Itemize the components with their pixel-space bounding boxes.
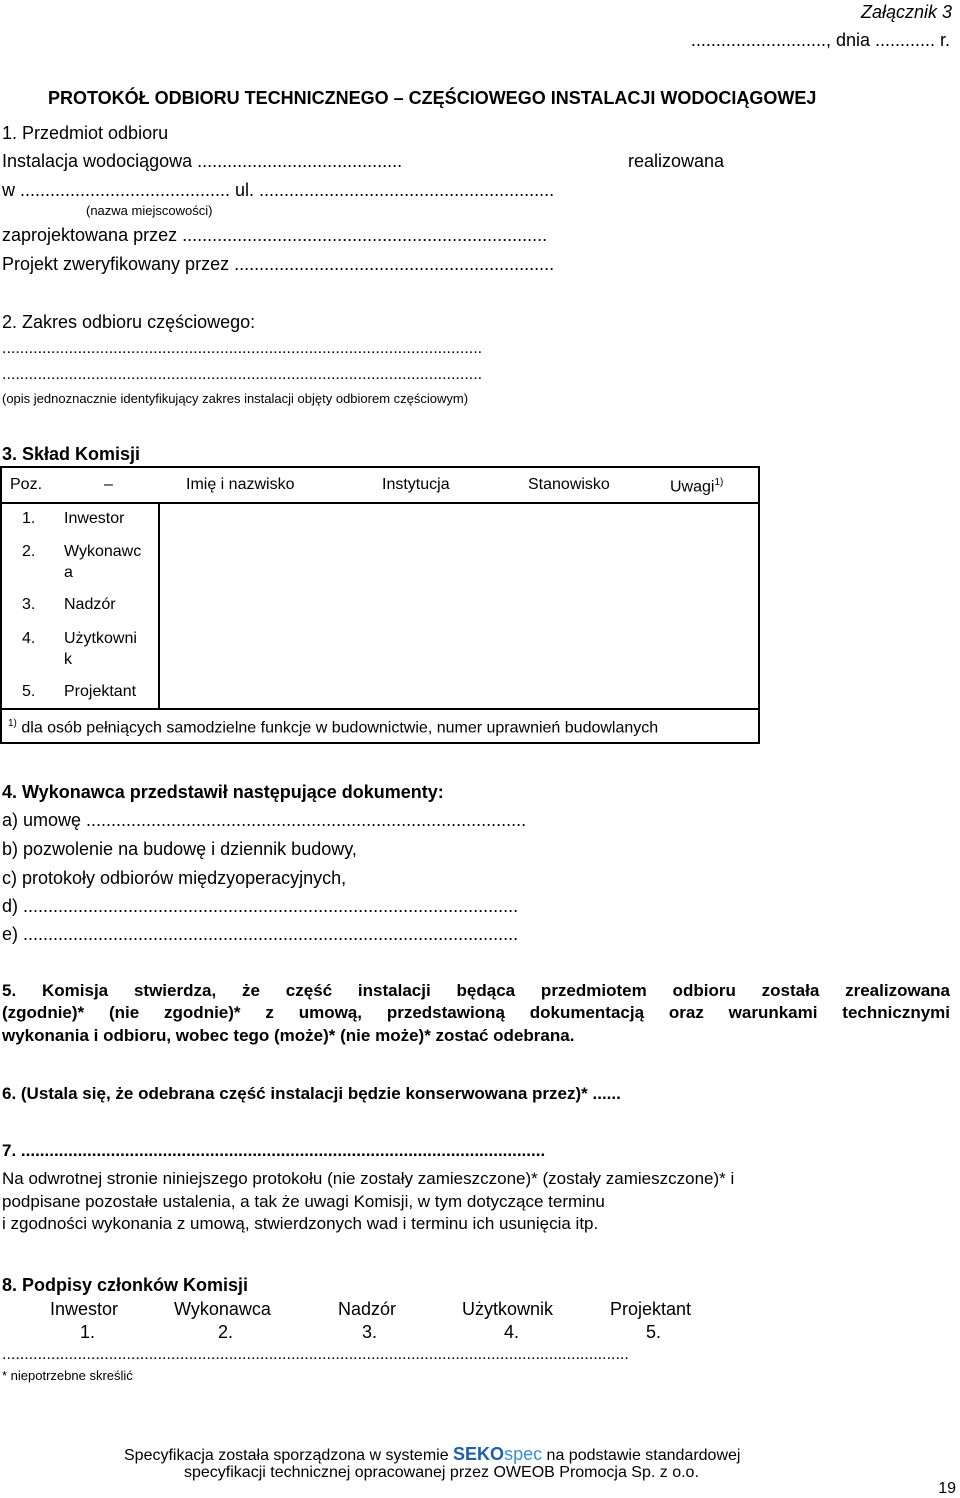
footer-line1-before: Specyfikacja została sporządzona w systemie <box>124 1447 449 1464</box>
row-4-num: 4. <box>22 630 36 647</box>
footer-line1-after: na podstawie standardowej <box>546 1447 741 1464</box>
doc-item-b: b) pozwolenie na budowę i dziennik budowy, <box>2 839 357 859</box>
sign-role-contractor: Wykonawca <box>174 1299 271 1319</box>
attachment-label: Załącznik 3 <box>860 2 952 22</box>
col-remarks-label: Uwagi <box>670 478 715 496</box>
col-remarks-sup: 1) <box>714 477 724 488</box>
sign-role-designer: Projektant <box>610 1299 692 1319</box>
col-institution: Instytucja <box>382 476 450 493</box>
sign-num-2: 2. <box>218 1322 234 1342</box>
page-number: 19 <box>938 1480 956 1497</box>
footnote-sup: 1) <box>8 718 17 729</box>
location-line: w .......................................... ul. ........................................................... <box>2 180 555 200</box>
table-column-divider <box>158 502 160 708</box>
section7-line2: podpisane pozostałe ustalenia, a tak że uwagi Komisji, w tym dotyczące terminu <box>2 1192 605 1211</box>
document-title: PROTOKÓŁ ODBIORU TECHNICZNEGO – CZĘŚCIOWEGO INSTALACJI WODOCIĄGOWEJ <box>48 88 817 108</box>
scope-dots-2: ............................................................................................................ <box>2 366 483 383</box>
section4-heading: 4. Wykonawca przedstawił następujące dokumenty: <box>2 782 444 802</box>
installation-line: Instalacja wodociągowa ......................................... <box>2 151 403 171</box>
sign-num-3: 3. <box>362 1322 378 1342</box>
table-footnote-divider <box>0 708 760 710</box>
col-name: Imię i nazwisko <box>186 476 295 493</box>
sekospec-logo <box>453 1444 542 1464</box>
footer-line2: specyfikacji technicznej opracowanej przez OWEOB Promocja Sp. z o.o. <box>184 1464 699 1481</box>
doc-item-a: a) umowę ........................................................................................ <box>2 810 527 830</box>
section1-heading: 1. Przedmiot odbioru <box>2 123 169 143</box>
table-header-divider <box>0 502 760 504</box>
doc-item-e: e) ................................................................................................... <box>2 924 519 944</box>
col-dash: – <box>104 476 113 493</box>
sekospec-logo-spec: spec <box>504 1444 543 1464</box>
row-1-label: Inwestor <box>64 510 125 527</box>
signature-dots: ............................................................................................................................................. <box>2 1346 629 1363</box>
sign-num-5: 5. <box>646 1322 662 1342</box>
footer-line1 <box>124 1444 740 1465</box>
col-remarks <box>670 477 723 496</box>
section5-line2: (zgodnie)* (nie zgodnie)* z umową, przedstawioną dokumentacją oraz warunkami technicznymi <box>2 1003 950 1022</box>
section7-line1: Na odwrotnej stronie niniejszego protokołu (nie zostały zamieszczone)* (zostały zamieszczone)* i <box>2 1169 735 1188</box>
section7-line3: i zgodności wykonania z umową, stwierdzonych wad i terminu ich usunięcia itp. <box>2 1214 599 1233</box>
row-4-label: Użytkowni <box>64 630 137 647</box>
verifier-line: Projekt zweryfikowany przez ................................................................ <box>2 254 555 274</box>
row-3-num: 3. <box>22 596 36 613</box>
row-2-label: Wykonawc <box>64 543 142 560</box>
footnote-text: dla osób pełniących samodzielne funkcje w budownictwie, numer uprawnień budowlanych <box>21 719 659 737</box>
section2-heading: 2. Zakres odbioru częściowego: <box>2 312 256 332</box>
date-line: ..........................., dnia ............ r. <box>690 30 950 50</box>
doc-item-c: c) protokoły odbiorów międzyoperacyjnych, <box>2 868 347 888</box>
sign-num-1: 1. <box>80 1322 96 1342</box>
col-poz: Poz. <box>10 476 43 493</box>
scope-dots-1: ............................................................................................................ <box>2 340 483 357</box>
row-4-label-cont: k <box>64 651 72 668</box>
footnote-strike: * niepotrzebne skreślić <box>2 1368 133 1383</box>
sign-num-4: 4. <box>504 1322 520 1342</box>
sign-role-supervisor: Nadzór <box>338 1299 397 1319</box>
row-1-num: 1. <box>22 510 36 527</box>
designer-line: zaprojektowana przez ......................................................................... <box>2 225 548 245</box>
sign-role-investor: Inwestor <box>50 1299 119 1319</box>
row-5-label: Projektant <box>64 683 137 700</box>
row-2-label-cont: a <box>64 564 73 581</box>
section5-line3: wykonania i odbioru, wobec tego (może)* (nie może)* zostać odebrana. <box>2 1026 575 1045</box>
col-position: Stanowisko <box>528 476 610 493</box>
realizowana-label: realizowana <box>628 151 725 171</box>
row-2-num: 2. <box>22 543 36 560</box>
table-footnote <box>8 718 658 737</box>
section8-heading: 8. Podpisy członków Komisji <box>2 1275 249 1295</box>
row-5-num: 5. <box>22 683 36 700</box>
section7-heading: 7. ............................................................................................................... <box>2 1141 546 1160</box>
section6-text: 6. (Ustala się, że odebrana część instalacji będzie konserwowana przez)* ...... <box>2 1084 621 1103</box>
row-3-label: Nadzór <box>64 596 116 613</box>
doc-item-d: d) ................................................................................................... <box>2 896 519 916</box>
section3-heading: 3. Skład Komisji <box>2 444 141 464</box>
sekospec-logo-seko: SEKO <box>453 1444 505 1464</box>
sign-role-user: Użytkownik <box>462 1299 554 1319</box>
section5-line1: 5. Komisja stwierdza, że część instalacji będąca przedmiotem odbioru została zrealizowana <box>2 981 950 1000</box>
scope-note: (opis jednoznacznie identyfikujący zakres instalacji objęty odbiorem częściowym) <box>2 391 469 406</box>
place-note: (nazwa miejscowości) <box>86 203 213 218</box>
